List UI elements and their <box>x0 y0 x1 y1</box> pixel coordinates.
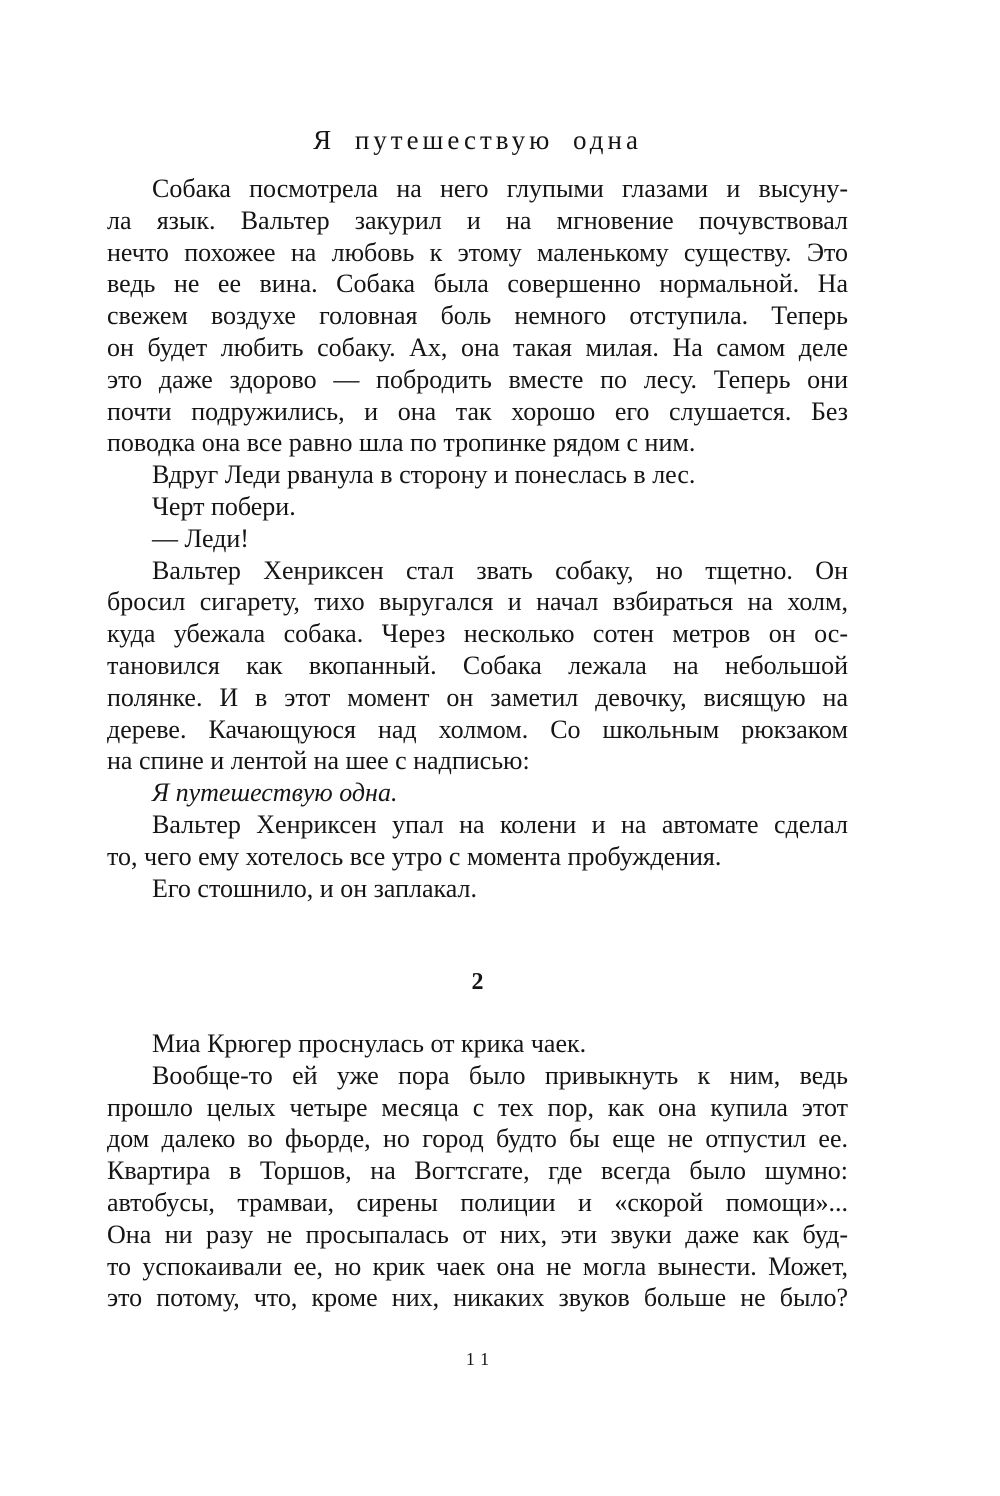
text-line: Собака посмотрела на него глупыми глазами и высуну- <box>152 174 848 203</box>
text-line: бросил сигарету, тихо выругался и начал взбираться на холм, <box>107 587 848 617</box>
text-line: это потому, что, кроме них, никаких звуков больше не было? <box>107 1283 848 1313</box>
text-block-2 <box>107 1028 848 1314</box>
text-line: ла язык. Вальтер закурил и на мгновение почувствовал <box>107 205 848 235</box>
section-number: 2 <box>471 969 484 995</box>
text-line: он будет любить собаку. Ах, она такая милая. На самом деле <box>107 332 848 362</box>
text-line: Квартира в Торшов, на Вогтсгате, где всегда было шумно: <box>107 1156 848 1186</box>
text-line: дом далеко во фьорде, но город будто бы еще не отпустил ее. <box>107 1124 848 1154</box>
text-line: — Леди! <box>152 523 249 553</box>
text-line: автобусы, трамваи, сирены полиции и «скорой помощи»... <box>107 1187 848 1217</box>
text-line: полянке. И в этот момент он заметил девочку, висящую на <box>107 682 848 712</box>
text-line: Я путешествую одна. <box>152 778 398 808</box>
text-line: ведь не ее вина. Собака была совершенно нормальной. На <box>107 269 848 299</box>
text-line: то, чего ему хотелось все утро с момента пробуждения. <box>107 841 722 871</box>
text-line: Черт побери. <box>152 491 296 521</box>
text-line: Вальтер Хенриксен упал на колени и на автомате сделал <box>152 809 848 839</box>
text-line: Его стошнило, и он заплакал. <box>152 873 477 903</box>
text-line: нечто похожее на любовь к этому маленькому существу. Это <box>107 237 848 267</box>
text-line: поводка она все равно шла по тропинке рядом с ним. <box>107 428 696 458</box>
text-line: Вдруг Леди рванула в сторону и понеслась в лес. <box>152 460 696 490</box>
text-line: то успокаивали ее, но крик чаек она не могла вынести. Может, <box>107 1251 848 1281</box>
text-line: почти подружились, и она так хорошо его слушается. Без <box>107 396 848 426</box>
text-line: Вообще-то ей уже пора было привыкнуть к ним, ведь <box>152 1060 848 1090</box>
chapter-title: Я путешествую одна <box>313 125 642 155</box>
text-line: Вальтер Хенриксен стал звать собаку, но тщетно. Он <box>152 555 848 585</box>
text-line: это даже здорово — побродить вместе по лесу. Теперь они <box>107 364 848 394</box>
text-line: свежем воздухе головная боль немного отступила. Теперь <box>107 301 848 331</box>
text-line: Она ни разу не просыпалась от них, эти звуки даже как буд- <box>107 1219 848 1249</box>
text-line: куда убежала собака. Через несколько сотен метров он ос- <box>107 619 848 649</box>
text-line: прошло целых четыре месяца с тех пор, как она купила этот <box>107 1092 848 1122</box>
text-line: Миа Крюгер проснулась от крика чаек. <box>152 1029 587 1058</box>
text-line: дереве. Качающуюся над холмом. Со школьным рюкзаком <box>107 714 848 744</box>
text-block-1 <box>107 173 848 904</box>
text-line: на спине и лентой на шее с надписью: <box>107 746 530 776</box>
text-line: тановился как вкопанный. Собака лежала на небольшой <box>107 650 848 680</box>
page-number: 11 <box>465 1349 496 1369</box>
